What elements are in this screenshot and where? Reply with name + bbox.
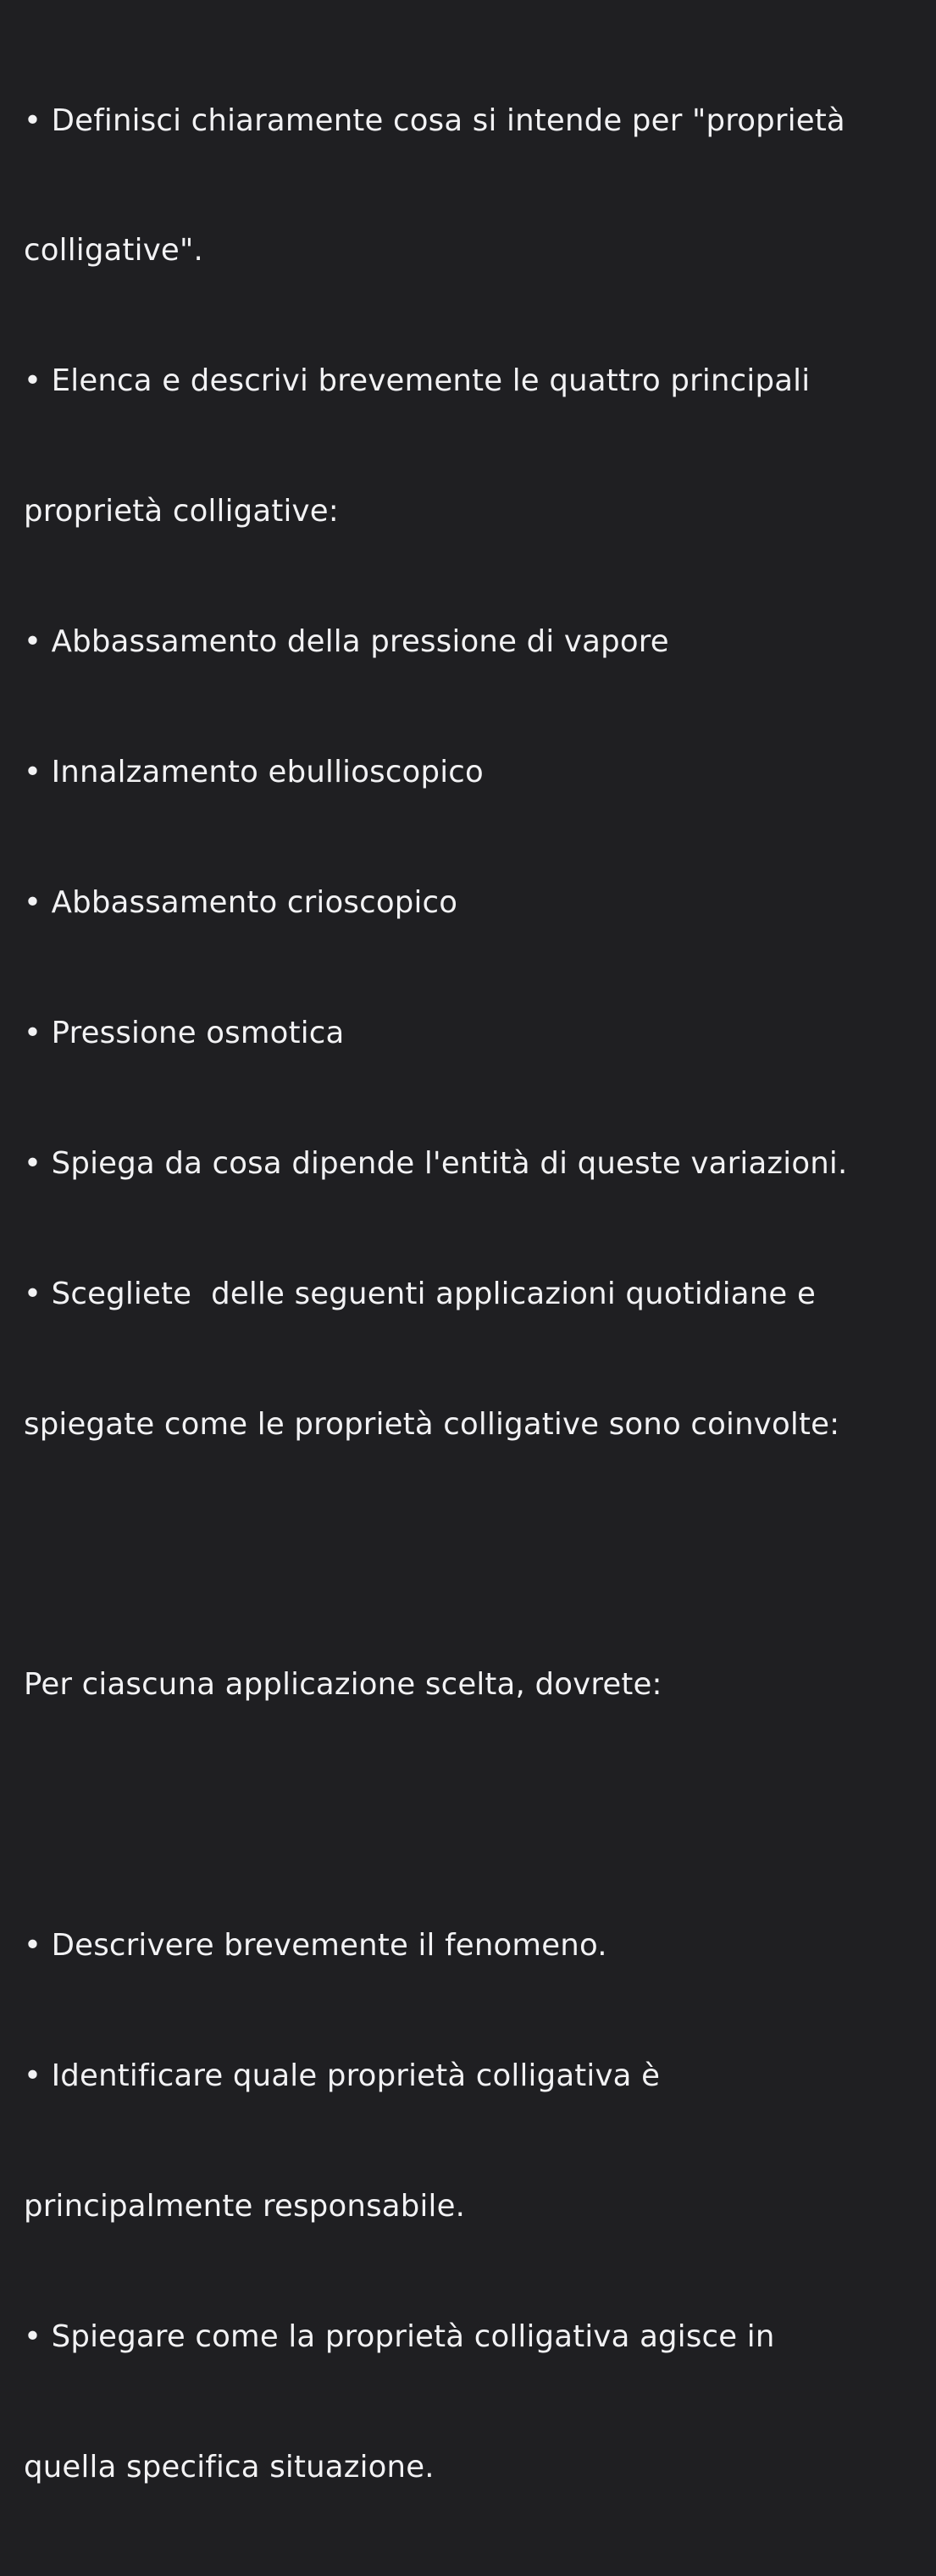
message-line: proprietà colligative: <box>24 494 339 529</box>
message-line: Per ciascuna applicazione scelta, dovrete: <box>24 1667 662 1703</box>
message-line: principalmente responsabile. <box>24 2188 466 2224</box>
message-line: quella specifica situazione. <box>24 2449 435 2485</box>
message-line: • Pressione osmotica <box>24 1015 345 1050</box>
message-line: • Scegliete delle seguenti applicazioni quotidiane e <box>24 1276 816 1311</box>
blank-line <box>24 1793 919 1836</box>
message-text[interactable] <box>24 12 919 2576</box>
message-line: • Elenca e descrivi brevemente le quattro principali <box>24 363 811 399</box>
message-line: • Spiega da cosa dipende l'entità di queste variazioni. <box>24 1145 848 1181</box>
message-line: • Abbassamento crioscopico <box>24 884 458 920</box>
message-line: • Innalzamento ebullioscopico <box>24 755 484 790</box>
message-line: spiegate come le proprietà colligative sono coinvolte: <box>24 1406 840 1442</box>
message-line: • Definisci chiaramente cosa si intende per "proprietà <box>24 102 845 138</box>
message-line: • Abbassamento della pressione di vapore <box>24 624 669 660</box>
message-line: • Spiegare come la proprietà colligativa agisce in <box>24 2318 775 2354</box>
blank-line <box>24 1532 919 1576</box>
message-line: • Descrivere brevemente il fenomeno. <box>24 1928 607 1964</box>
message-line: colligative". <box>24 233 203 269</box>
message-line: • Identificare quale proprietà colligativa è <box>24 2058 661 2093</box>
